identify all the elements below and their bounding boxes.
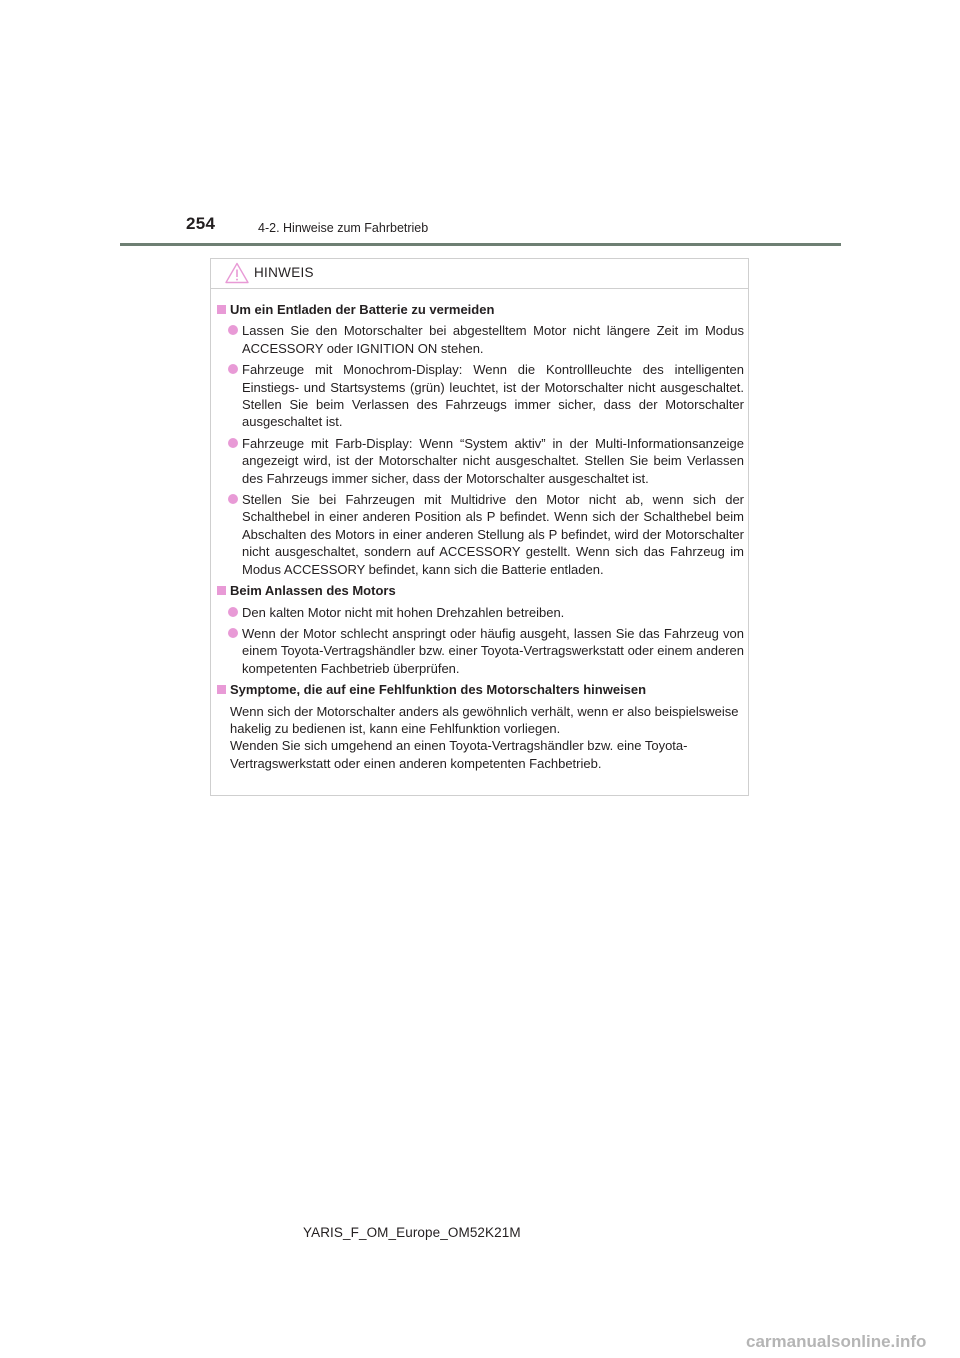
notice-title: HINWEIS [254, 265, 314, 280]
round-bullet-icon [228, 628, 238, 638]
round-bullet-icon [228, 325, 238, 335]
list-item-text: Fahrzeuge mit Monochrom-Display: Wenn die Kontrollleuchte des intelligenten Einstiegs- und Startsystems (grün) leuchtet, ist der Motorschalter nicht ausgeschaltet. Stellen Sie beim Verlassen des Fahrzeugs immer sicher, dass der Motorschalter ausgeschaltet ist. [242, 362, 744, 430]
list-item [217, 322, 744, 357]
warning-triangle-icon [225, 262, 249, 284]
square-bullet-icon [217, 305, 226, 314]
topic-heading-text: Symptome, die auf eine Fehlfunktion des Motorschalters hinweisen [230, 682, 647, 698]
round-bullet-icon [228, 438, 238, 448]
round-bullet-icon [228, 364, 238, 374]
list-item-text: Fahrzeuge mit Farb-Display: Wenn “System aktiv” in der Multi-Informationsanzeige angezeigt wird, ist der Motorschalter nicht ausgeschaltet. Stellen Sie beim Verlassen des Fahrzeugs immer sicher, dass der Motorschalter ausgeschaltet ist. [242, 435, 744, 486]
list-item [217, 361, 744, 431]
watermark: carmanualsonline.info [746, 1332, 927, 1351]
topic-heading [217, 301, 744, 318]
header-rule [120, 243, 841, 246]
paragraph: Wenn sich der Motorschalter anders als gewöhnlich verhält, wenn er also beispielsweise hakelig zu bedienen ist, kann eine Fehlfunktion vorliegen. [230, 703, 739, 736]
topic-heading [217, 582, 744, 599]
list-item [217, 625, 744, 677]
square-bullet-icon [217, 685, 226, 694]
list-item-text: Den kalten Motor nicht mit hohen Drehzahlen betreiben. [242, 604, 565, 620]
list-item-text: Stellen Sie bei Fahrzeugen mit Multidrive den Motor nicht ab, wenn sich der Schalthebel in einer anderen Position als P befindet. Wenn sich der Schalthebel beim Abschalten des Motors in einer anderen Stellung als P befindet, wird der Motorschalter nicht ausgeschaltet, sondern auf ACCESSORY gestellt. Wenn sich das Fahrzeug im Modus ACCESSORY befindet, kann sich die Batterie entladen. [242, 492, 744, 577]
paragraph: Wenden Sie sich umgehend an einen Toyota-Vertragshändler bzw. eine Toyota-Vertragswerkstatt oder einen anderen kompetenten Fachbetrieb. [230, 738, 688, 771]
round-bullet-icon [228, 607, 238, 617]
topic-heading [217, 681, 744, 698]
page-number: 254 [186, 214, 216, 233]
list-item-text: Lassen Sie den Motorschalter bei abgestelltem Motor nicht längere Zeit im Modus ACCESSORY oder IGNITION ON stehen. [242, 323, 744, 356]
list-item [217, 604, 744, 621]
list-item-text: Wenn der Motor schlecht anspringt oder häufig ausgeht, lassen Sie das Fahrzeug von einem Toyota-Vertragshändler bzw. einer Toyota-Vertragswerkstatt oder einem anderen kompetenten Fachbetrieb überprüfen. [242, 625, 744, 676]
square-bullet-icon [217, 586, 226, 595]
notice-header [211, 259, 748, 289]
document-code: YARIS_F_OM_Europe_OM52K21M [303, 1225, 521, 1240]
list-item [217, 491, 744, 578]
list-item [217, 435, 744, 487]
notice-box [210, 258, 749, 796]
topic-heading-text: Beim Anlassen des Motors [230, 583, 396, 599]
section-title: 4-2. Hinweise zum Fahrbetrieb [258, 221, 429, 235]
round-bullet-icon [228, 494, 238, 504]
notice-body [217, 301, 744, 772]
topic-heading-text: Um ein Entladen der Batterie zu vermeiden [230, 302, 495, 317]
